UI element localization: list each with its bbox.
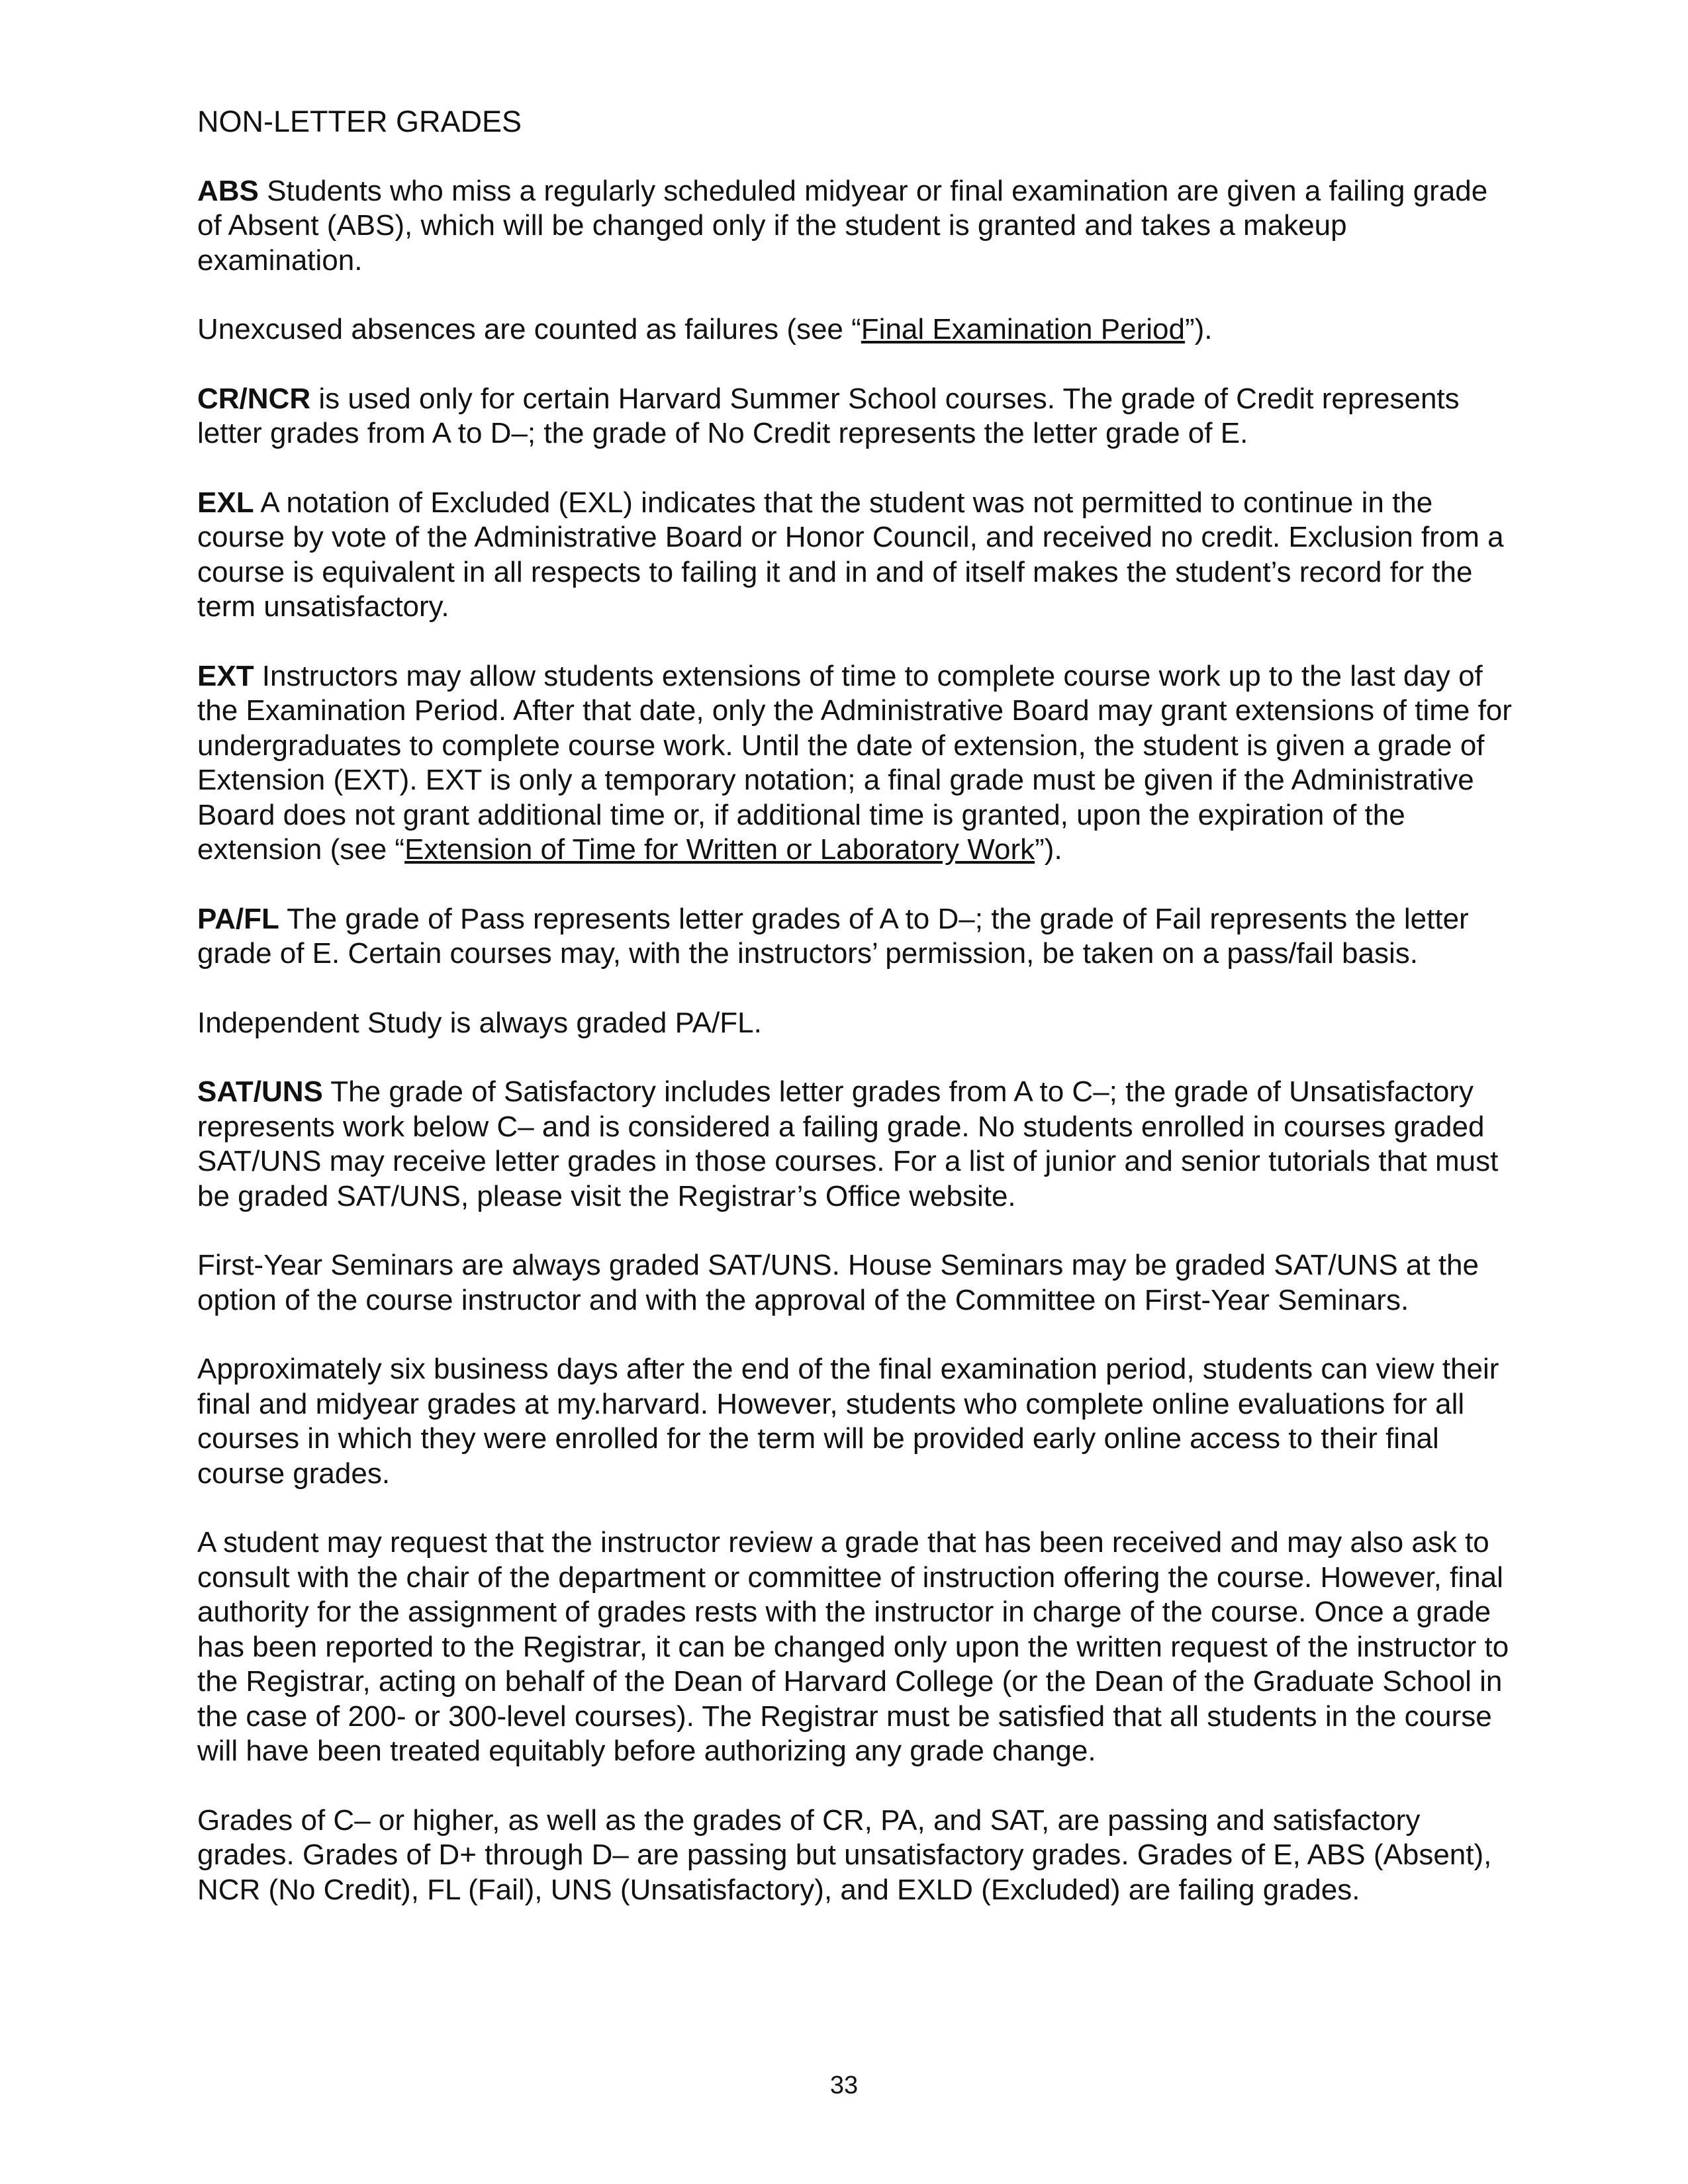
satuns-text: The grade of Satisfactory includes letter grades from A to C–; the grade of Unsatisfactory represents work below C– and is considered a failing grade. No students enrolled in courses graded SAT/UNS may receive letter grades in those courses. For a list of junior and senior tutorials that must be graded SAT/UNS, please visit the Registrar’s Office website. [197,1075,1499,1212]
abs-paragraph [197,174,1515,279]
exl-text: A notation of Excluded (EXL) indicates that the student was not permitted to continue in the course by vote of the Administrative Board or Honor Council, and received no credit. Exclusion from a course is equivalent in all respects to failing it and in and of itself makes the student’s record for the term unsatisfactory. [197,486,1504,623]
unexcused-text-end: ”). [1184,313,1213,345]
final-examination-period-link[interactable]: Final Examination Period [861,313,1185,345]
section-heading: NON-LETTER GRADES [197,105,522,138]
unexcused-paragraph [197,312,1515,347]
satuns-term: SAT/UNS [197,1075,323,1108]
exl-paragraph [197,486,1515,625]
grade-review-paragraph: A student may request that the instructor review a grade that has been received and may also ask to consult with the chair of the department or committee of instruction offering the course. However, final authority for the assignment of grades rests with the instructor in charge of the course. Once a grade has been reported to the Registrar, it can be changed only upon the written request of the instructor to the Registrar, acting on behalf of the Dean of Harvard College (or the Dean of the Graduate School in the case of 200- or 300-level courses). The Registrar must be satisfied that all students in the course will have been treated equitably before authorizing any grade change. [197,1526,1509,1767]
extension-of-time-link[interactable]: Extension of Time for Written or Laboratory Work [404,833,1035,866]
unexcused-text: Unexcused absences are counted as failures (see “ [197,313,861,345]
ext-text-end: ”). [1035,833,1062,866]
crncr-paragraph [197,382,1515,451]
document-page [197,105,1515,1942]
abs-text: Students who miss a regularly scheduled midyear or final examination are given a failing grade of Absent (ABS), which will be changed only if the student is granted and takes a makeup examination. [197,174,1488,277]
satuns-paragraph [197,1075,1515,1214]
exl-term: EXL [197,486,254,519]
abs-term: ABS [197,174,259,207]
pafl-paragraph [197,902,1515,972]
ext-term: EXT [197,659,254,692]
passing-grades-paragraph: Grades of C– or higher, as well as the grades of CR, PA, and SAT, are passing and satisfactory grades. Grades of D+ through D– are passing but unsatisfactory grades. Grades of E, ABS (Absent), NCR (No Credit), FL (Fail), UNS (Unsatisfactory), and EXLD (Excluded) are failing grades. [197,1803,1492,1906]
crncr-text: is used only for certain Harvard Summer School courses. The grade of Credit represents letter grades from A to D–; the grade of No Credit represents the letter grade of E. [197,382,1460,449]
pafl-text: The grade of Pass represents letter grades of A to D–; the grade of Fail represents the letter grade of E. Certain courses may, with the instructors’ permission, be taken on a pass/fail basis. [197,902,1469,970]
crncr-term: CR/NCR [197,382,311,415]
ext-text: Instructors may allow students extensions of time to complete course work up to the last day of the Examination Period. After that date, only the Administrative Board may grant extensions of time for undergraduates to complete course work. Until the date of extension, the student is given a grade of Extension (EXT). EXT is only a temporary notation; a final grade must be given if the Administrative Board does not grant additional time or, if additional time is granted, upon the expiration of the extension (see “ [197,659,1512,866]
first-year-seminars-paragraph: First-Year Seminars are always graded SAT/UNS. House Seminars may be graded SAT/UNS at the option of the course instructor and with the approval of the Committee on First-Year Seminars. [197,1249,1479,1316]
page-number: 33 [829,2071,859,2099]
ext-paragraph [197,659,1515,868]
independent-study-paragraph: Independent Study is always graded PA/FL. [197,1006,762,1039]
grade-release-paragraph: Approximately six business days after the end of the final examination period, students can view their final and midyear grades at my.harvard. However, students who complete online evaluations for all courses in which they were enrolled for the term will be provided early online access to their final course grades. [197,1353,1499,1490]
pafl-term: PA/FL [197,902,279,935]
